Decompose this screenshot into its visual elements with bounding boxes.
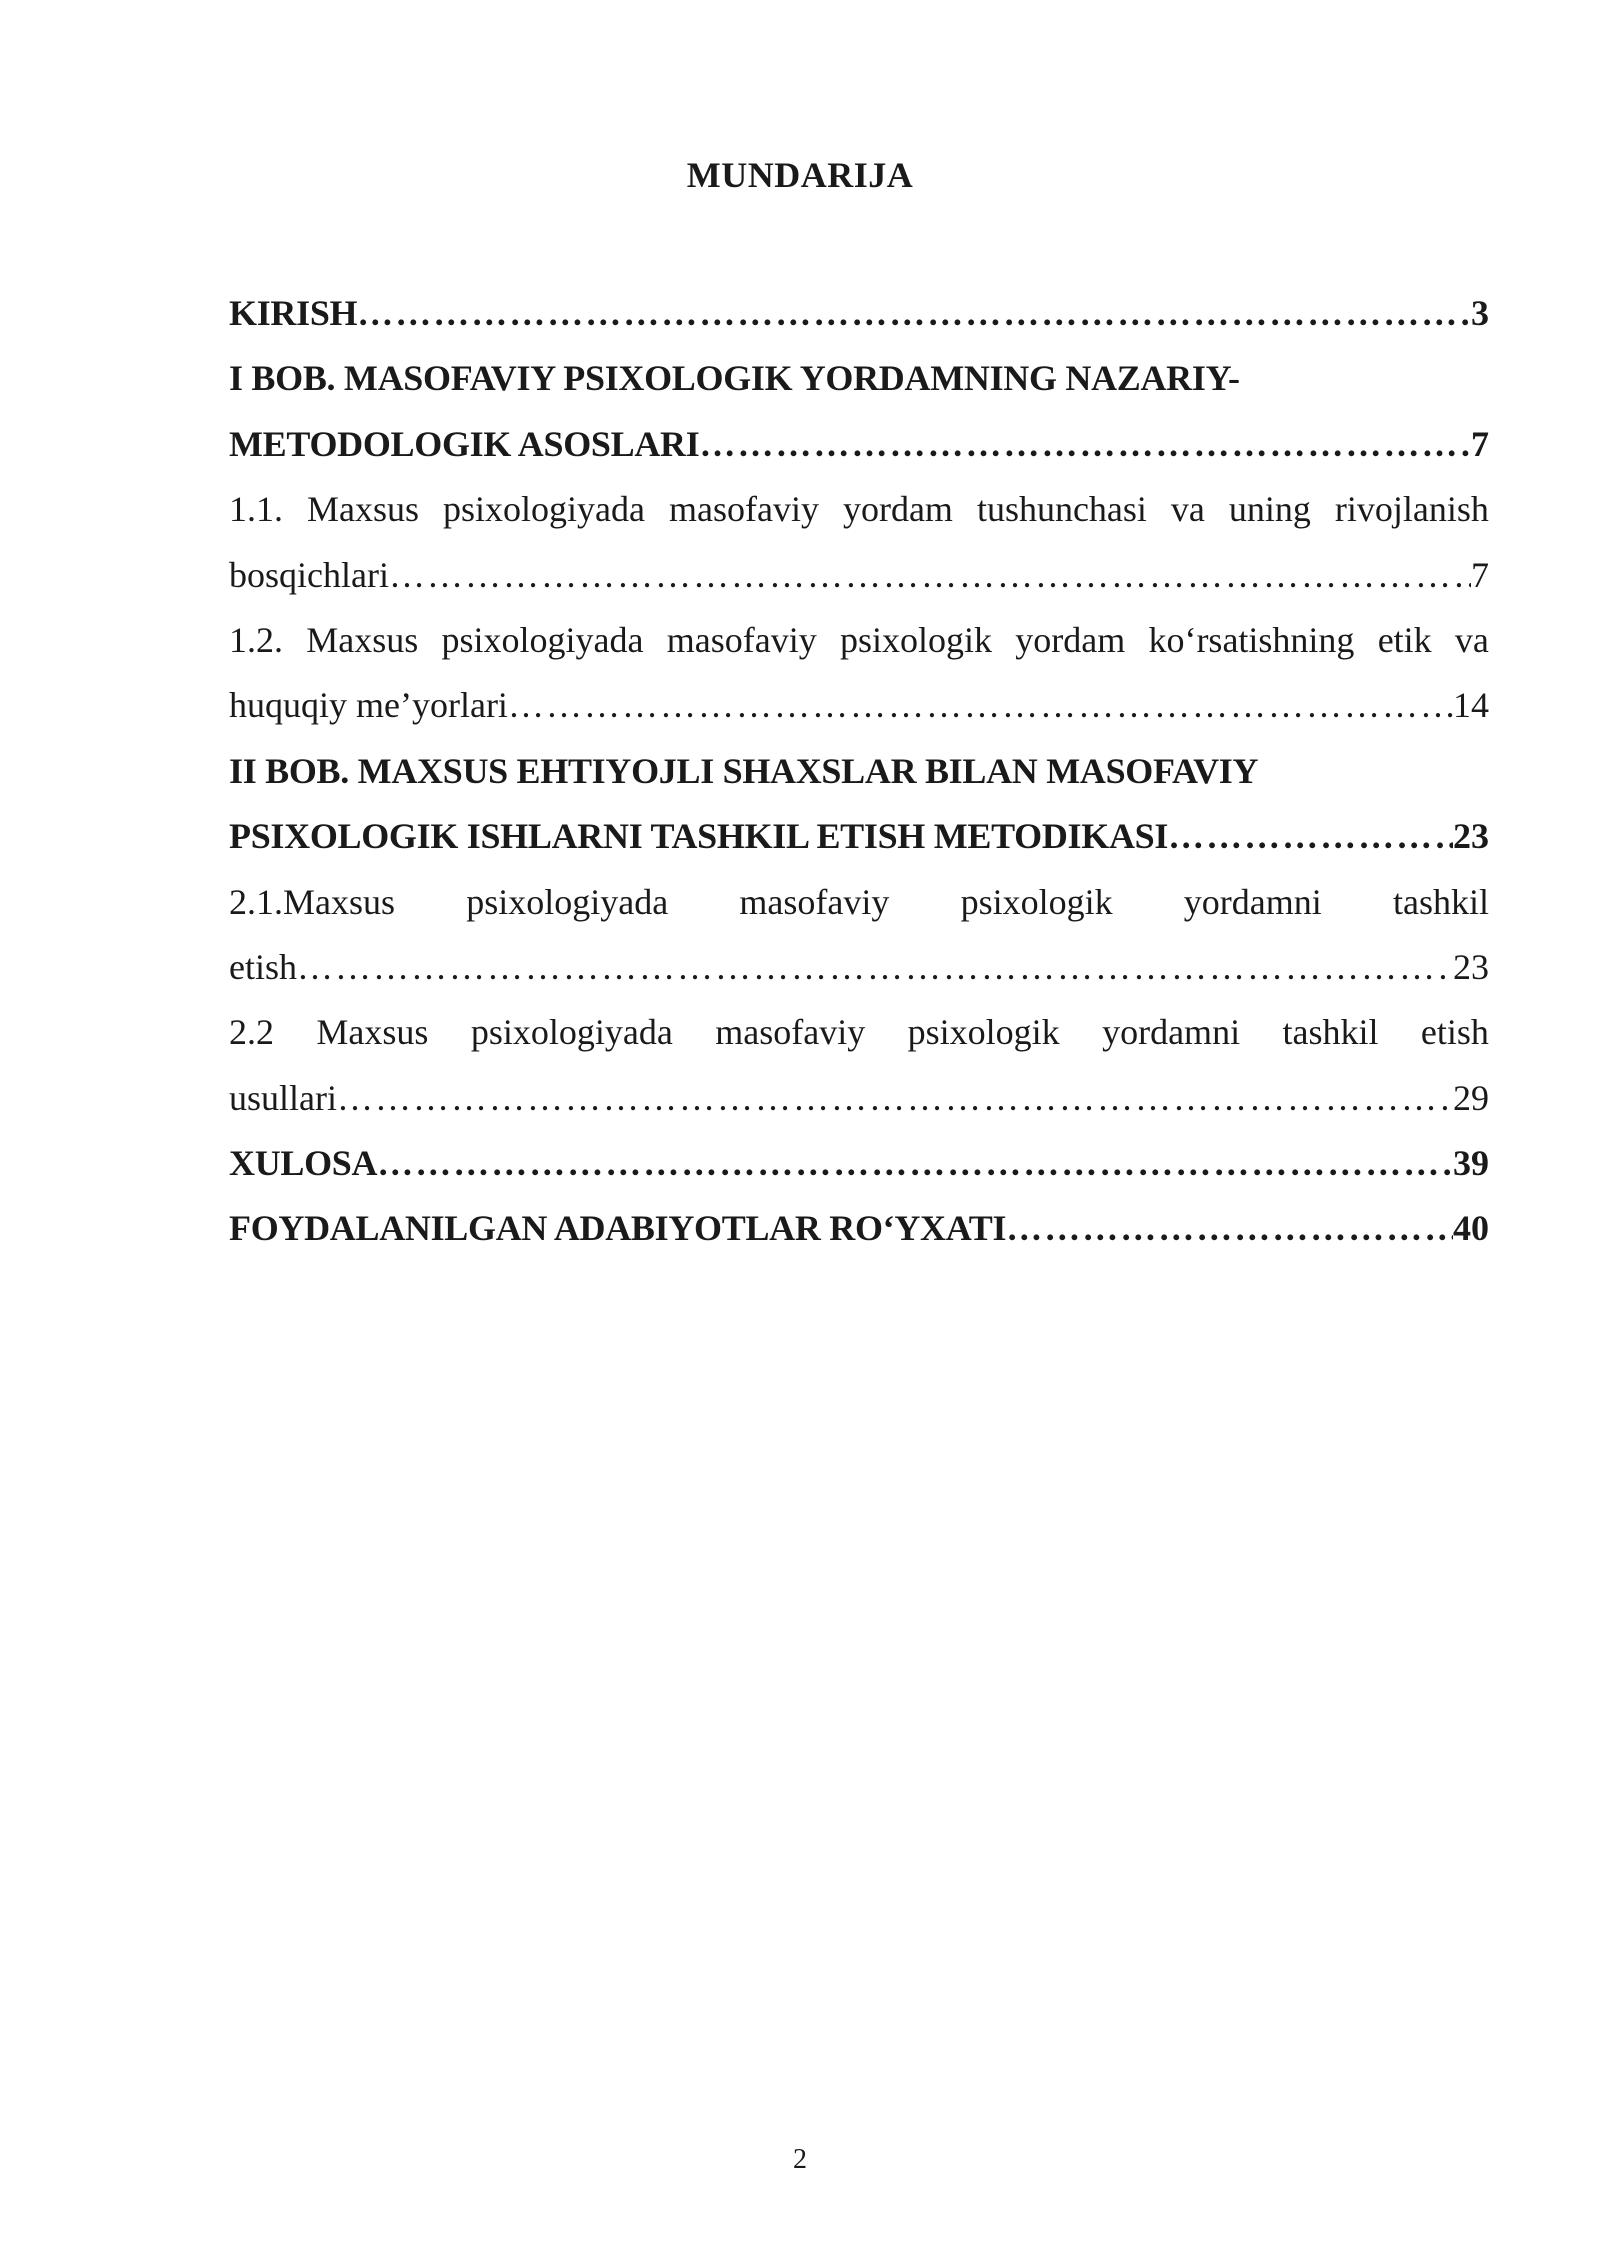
word: psixologik <box>907 1012 1060 1053</box>
toc-entry-title: bosqichlari <box>229 554 389 595</box>
word: yordamni <box>1102 1012 1241 1053</box>
dot-leader <box>357 281 1471 346</box>
word: ko‘rsatishning <box>1148 619 1355 660</box>
toc-page-number: 23 <box>1453 816 1489 857</box>
toc-entry-title: XULOSA <box>229 1143 378 1184</box>
toc-page-number: 3 <box>1471 293 1489 333</box>
toc-page-number: 29 <box>1453 1077 1489 1118</box>
toc-entry-xulosa[interactable] <box>229 1131 1489 1196</box>
word: Maxsus <box>306 619 419 660</box>
toc-section-1-2-line-1[interactable] <box>229 608 1489 673</box>
word: masofaviy <box>666 619 817 660</box>
word: psixologiyada <box>470 1012 673 1053</box>
word: psixologik <box>960 881 1113 922</box>
word: va <box>1454 619 1489 660</box>
dot-leader <box>508 673 1453 738</box>
toc-entry-title: FOYDALANILGAN ADABIYOTLAR RO‘YXATI <box>229 1208 1007 1249</box>
toc-entry-title: huquqiy me’yorlari <box>229 685 508 726</box>
toc-section-1-1-line-1[interactable] <box>229 477 1489 542</box>
word: 1.1. <box>229 489 283 530</box>
table-of-contents <box>229 281 1489 1262</box>
word: uning <box>1228 489 1311 530</box>
dot-leader <box>297 935 1453 1000</box>
toc-entry-references[interactable] <box>229 1196 1489 1261</box>
toc-page-number: 7 <box>1471 554 1489 595</box>
word: yordam <box>1015 619 1126 660</box>
word: 2.1.Maxsus <box>229 881 396 922</box>
toc-section-1-2-line-2[interactable] <box>229 673 1489 738</box>
toc-entry-title: II BOB. MAXSUS EHTIYOJLI SHAXSLAR BILAN MASOFAVIY <box>229 750 1259 791</box>
toc-entry-title: etish <box>229 946 297 987</box>
word: psixologiyada <box>466 881 669 922</box>
word: yordam <box>842 489 953 530</box>
toc-page-number: 23 <box>1453 946 1489 987</box>
dot-leader <box>389 543 1471 608</box>
page-title: MUNDARIJA <box>686 155 914 195</box>
word: masofaviy <box>715 1012 866 1053</box>
word: masofaviy <box>739 881 890 922</box>
word: etish <box>1420 1012 1489 1053</box>
toc-page-number: 39 <box>1453 1143 1489 1184</box>
toc-entry-title: KIRISH <box>229 293 358 333</box>
page-number-footer: 2 <box>793 2144 807 2175</box>
word: Maxsus <box>307 489 420 530</box>
toc-section-1-1-line-2[interactable] <box>229 543 1489 608</box>
toc-section-2-2-line-2[interactable] <box>229 1066 1489 1131</box>
word: tashkil <box>1392 881 1489 922</box>
word: va <box>1170 489 1205 530</box>
toc-section-2-1-line-1[interactable] <box>229 870 1489 935</box>
dot-leader <box>1006 1196 1453 1261</box>
toc-section-2-1-line-2[interactable] <box>229 935 1489 1000</box>
toc-page-number: 7 <box>1471 423 1489 464</box>
word: masofaviy <box>669 489 819 530</box>
word: 2.2 <box>229 1012 274 1053</box>
toc-chapter-1-line-1[interactable] <box>229 346 1489 411</box>
word: 1.2. <box>229 619 283 660</box>
toc-entry-kirish[interactable] <box>229 281 1489 346</box>
toc-entry-title: usullari <box>229 1077 337 1118</box>
word: yordamni <box>1183 881 1322 922</box>
dot-leader <box>377 1131 1453 1196</box>
word: tushunchasi <box>976 489 1147 530</box>
toc-entry-title: I BOB. MASOFAVIY PSIXOLOGIK YORDAMNING NAZARIY- <box>229 358 1240 399</box>
word: tashkil <box>1282 1012 1379 1053</box>
toc-entry-title: METODOLOGIK ASOSLARI <box>229 423 700 464</box>
toc-entry-title: PSIXOLOGIK ISHLARNI TASHKIL ETISH METODIKASI <box>229 816 1169 857</box>
toc-page-number: 14 <box>1453 685 1489 726</box>
toc-chapter-2-line-2[interactable] <box>229 804 1489 869</box>
dot-leader <box>699 412 1471 477</box>
word: psixologiyada <box>441 619 644 660</box>
word: Maxsus <box>316 1012 429 1053</box>
word: psixologiyada <box>443 489 645 530</box>
dot-leader <box>1168 804 1453 869</box>
toc-chapter-2-line-1[interactable] <box>229 739 1489 804</box>
word: etik <box>1377 619 1432 660</box>
toc-chapter-1-line-2[interactable] <box>229 412 1489 477</box>
toc-section-2-2-line-1[interactable] <box>229 1000 1489 1065</box>
toc-page-number: 40 <box>1453 1208 1489 1249</box>
word: rivojlanish <box>1334 489 1489 530</box>
dot-leader <box>337 1066 1453 1131</box>
word: psixologik <box>839 619 992 660</box>
